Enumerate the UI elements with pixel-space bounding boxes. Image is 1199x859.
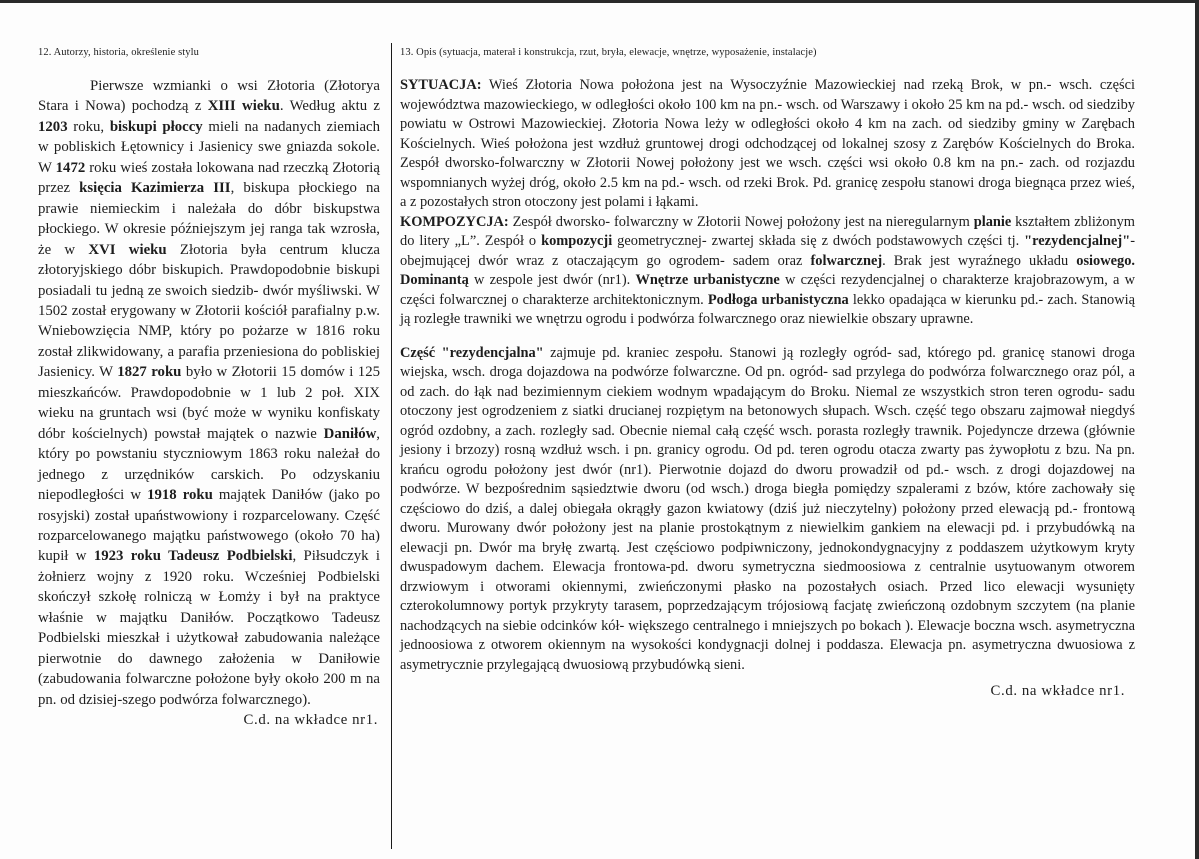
section-heading: KOMPOZYCJA:	[400, 213, 509, 230]
history-fragment: . Według aktu z	[279, 98, 380, 115]
history-fragment: , biskupa płockiego na prawie niemieckim i należała do dóbr biskupstwa płockiego. W okresie późniejszym jej ranga tak wzrosła, że w	[38, 180, 380, 258]
history-emphasis: 1827 roku	[117, 364, 182, 381]
paragraph-fragment: lekko opadająca w kierunku pd.- zach. Stanowią ją rozległe trawniki we wnętrzu ogrodu i podwórza folwarcznego oraz niewielkie obszary uprawne.	[400, 291, 1135, 327]
top-border	[0, 0, 1199, 3]
history-fragment: majątek Daniłów (jako po rosyjski) został upaństwowiony i rozparcelowany. Część rozparcelowanego majątku państwowego (około 70 ha) kupił w	[38, 487, 380, 565]
right-border	[1195, 0, 1199, 859]
history-emphasis: XIII wieku	[207, 98, 280, 115]
situation-paragraph	[400, 76, 1135, 213]
history-emphasis: 1203	[38, 118, 68, 135]
section-heading: SYTUACJA:	[400, 77, 482, 93]
paragraph-emphasis: Podłoga urbanistyczna	[707, 291, 849, 308]
history-fragment: mieli na nadanych ziemiach w pobliskich Łętownicy i Jasienicy swe gniazda sokole. W	[38, 118, 380, 176]
paragraph-spacer	[400, 330, 1135, 344]
history-emphasis: biskupi płoccy	[109, 118, 203, 135]
history-emphasis: XVI wieku	[88, 241, 167, 258]
history-column	[38, 46, 380, 846]
paragraph-fragment: Zespół dworsko- folwarczny w Złotorii Nowej położony jest na nieregularnym	[508, 213, 974, 230]
description-header: 13. Opis (sytuacja, materał i konstrukcja, rzut, bryła, elewacje, wnętrze, wyposażenie, instalacje)	[400, 47, 817, 58]
description-column	[400, 46, 1135, 846]
history-emphasis: Daniłów	[323, 425, 377, 442]
paragraph-emphasis: folwarcznej	[810, 252, 883, 269]
history-fragment: było w Złotorii 15 domów i 125 mieszkańców. Prawdopodobnie w 1 lub 2 poł. XIX wieku na gruntach wsi (być może w wyniku konfiskaty dóbr kościelnych) powstał majątek o nazwie	[38, 364, 380, 442]
history-fragment: Pierwsze wzmianki o wsi Złotoria (Złotorya Stara i Nowa) pochodzą z	[38, 78, 380, 115]
paragraph-emphasis: "rezydencjalnej"	[1024, 233, 1131, 249]
paragraph-fragment: w części rezydencjalnej o charakterze krajobrazowym, a w części folwarcznej o charakterze architektonicznym.	[400, 272, 1136, 308]
paragraph-emphasis: planie	[973, 213, 1012, 230]
paragraph-fragment: w zespole jest dwór (nr1).	[468, 272, 636, 288]
paragraph-fragment: - obejmującej dwór wraz z otaczającym go ogrodem- sadem oraz	[400, 233, 1135, 269]
section-heading: Część "rezydencjalna"	[400, 344, 544, 361]
paragraph-fragment: geometrycznej- zwartej składa się z dwóch podstawowych części tj.	[612, 233, 1025, 249]
paragraph-fragment: kształtem zbliżonym do litery „L”. Zespół o	[400, 213, 1135, 249]
paragraph-emphasis: osiowego. Dominantą	[400, 252, 1136, 288]
composition-paragraph	[400, 213, 1135, 330]
paragraph-fragment: . Brak jest wyraźnego układu	[882, 252, 1077, 269]
history-emphasis: 1918 roku	[147, 487, 213, 504]
history-fragment: roku wieś została lokowana nad rzeczką Złotorią przez	[38, 159, 380, 197]
history-fragment: roku,	[67, 118, 110, 135]
paragraph-emphasis: kompozycji	[541, 233, 613, 249]
continuation-note: C.d. na wkładce nr1.	[990, 683, 1125, 699]
residential-part-paragraph	[400, 344, 1135, 676]
history-emphasis: 1472	[55, 159, 86, 176]
history-header: 12. Autorzy, historia, określenie stylu	[38, 47, 199, 58]
continuation-note: C.d. na wkładce nr1.	[243, 712, 378, 729]
history-emphasis: księcia Kazimierza III	[79, 180, 231, 197]
history-fragment: , Piłsudczyk i żołnierz wojny z 1920 roku. Wcześniej Podbielski skończył szkołę rolniczą w Łomży i był na praktyce właśnie w majątku Daniłów. Początkowo Tadeusz Podbielski mieszkał i użytkował zabudowania należące pierwotnie do dawnego założenia w Daniłowie (zabudowania folwarczne położone były około 200 m na pn. od dzisiej-szego podwórza folwarcznego).	[38, 548, 380, 708]
paragraph-fragment: zajmuje pd. kraniec zespołu. Stanowi ją rozległy ogród- sad, którego pd. granicę stanowi droga wiejska, wsch. droga dojazdowa na podwórze folwarczne. Od pn. ogród- sad przylega do podwórza folwarcznego oraz pól, a od zach. do łąk nad bezimiennym ciekiem wodnym wpadającym do Broku. Niemal ze wszystkich stron teren ogrodu- sadu otoczony jest ogrodzeniem z siatki drucianej rozpiętym na betonowych słupach. Wsch. część tego obszaru zajmował niegdyś ogród ozdobny, a zach. rozległy sad. Obecnie niemal całą część wsch. porasta rozległy trawnik. Pojedyncze drzewa (głównie jesiony i brzozy) rosną wzdłuż wsch. i pn. granicy ogrodu. Od pd. teren ogrodu otacza zwarty pas żywopłotu z bzu. Na pn. krańcu ogrodu położony jest dwór (nr1). Pierwotnie dojazd do dworu prowadził od pd.- wsch. z drogi dojazdowej na podwórze. W bezpośrednim sąsiedztwie dworu (od wsch.) droga biegła pomiędzy szpalerami z bzów, które zachowały się częściowo do dziś, a dalej obiegała okrągły gazon kwiatowy (dziś już nieczytelny) położony przed elewacją pd.- frontową dworu. Murowany dwór położony jest na planie prostokątnym z niewielkim gankiem na elewacji pd. i przybudówką na elewacji pn. Dwór ma bryłę zwartą. Jest częściowo podpiwniczony, jednokondygnacyjny z poddaszem użytkowym kryty dwuspadowym dachem. Elewacja frontowa-pd. dworu symetryczna siedmoosiowa z centralnie usytuowanym otworem drzwiowym i otworami okiennymi, zwieńczonymi płasko na pozostałych osiach. Przed lico elewacji wysunięty czterokolumnowy portyk przykryty tarasem, poprzedzającym trójosiową facjatę zwieńczoną ozdobnym szczytem (na planie nachodzących na siebie odcinków kół- większego centralnego i mniejszych po bokach ). Elewacje boczna wsch. asymetryczna jednoosiowa z otworem okiennym na wysokości kondygnacji dolnej i poddasza. Elewacja pn. asymetryczna dwuosiowa z asymetrycznie przylegającą dwuosiową przybudówką sieni.	[400, 344, 1136, 673]
column-divider	[391, 43, 392, 849]
history-fragment: , który po powstaniu styczniowym 1863 roku należał do jednego z urzędników carskich. Po odzyskaniu niepodległości w	[38, 425, 380, 504]
history-text	[38, 76, 380, 710]
paragraph-fragment: Wieś Złotoria Nowa położona jest na Wysoczyźnie Mazowieckiej nad rzeką Brok, w pn.- wsch. części województwa mazowieckiego, w odległości około 100 km na pn.- wsch. od Warszawy i około 25 km na pd.- wsch. od siedziby powiatu w Ostrowi Mazowieckiej. Złotoria Nowa leży w odległości około 4 km na zach. od siedziby gminy w Zarębach Kościelnych. Wieś położona jest wzdłuż gruntowej drogi odchodzącej od lokalnej szosy z Zarębów Kościelnych do Broka. Zespół dworsko-folwarczny w Złotorii Nowej położony jest we wsch. części wsi około 0.8 km na pn.- zach. od rozjazdu wspomnianych wyżej dróg, około 2.5 km na pd.- wsch. od rzeki Brok. Pd. granicę zespołu stanowi droga biegnąca przez wieś, a z pozostałych stron otoczony jest polami i łąkami.	[400, 77, 1135, 210]
history-fragment: Złotoria była centrum klucza złotoryjskiego dóbr biskupich. Prawdopodobnie biskupi posiadali tu jedną ze swoich siedzib- dwór myśliwski. W 1502 został erygowany w Złotorii kościół parafialny p.w. Wniebowzięcia NMP, który po pożarze w 1816 roku został zlikwidowany, a parafia przeniesiona do pobliskiej Jasienicy. W	[38, 241, 380, 381]
history-emphasis: 1923 roku Tadeusz Podbielski	[93, 548, 293, 565]
paragraph-emphasis: Wnętrze urbanistyczne	[635, 272, 780, 288]
